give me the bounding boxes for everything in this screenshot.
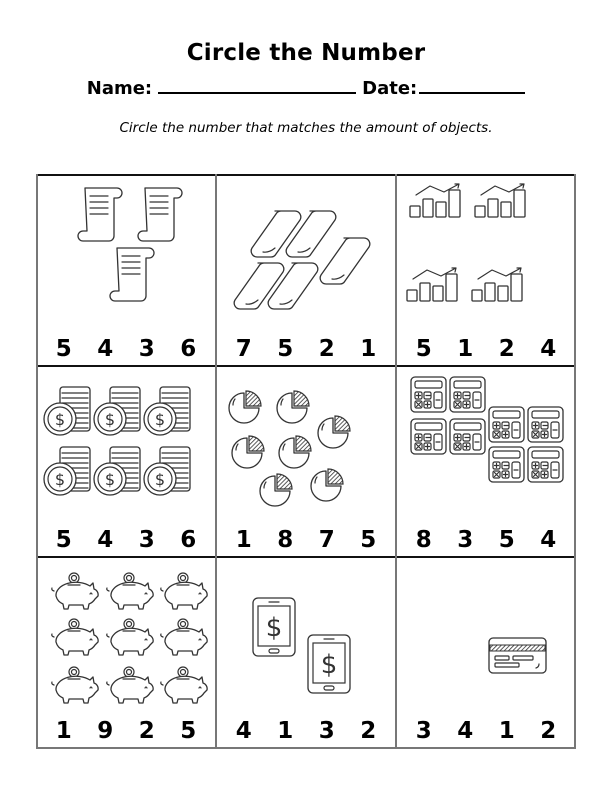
number-choice[interactable]: 1 xyxy=(235,527,252,553)
number-choice[interactable]: 1 xyxy=(498,718,515,744)
number-choices xyxy=(37,527,215,553)
number-choice[interactable]: 5 xyxy=(360,527,377,553)
cell-credit-card xyxy=(397,558,575,748)
coin-stack-icon xyxy=(44,447,90,495)
pie-chart-icon xyxy=(260,474,292,506)
number-choices xyxy=(37,718,215,744)
number-choice[interactable]: 2 xyxy=(360,718,377,744)
name-date-row xyxy=(0,78,612,99)
coin-stack-icon xyxy=(144,447,190,495)
pie-chart-icon xyxy=(277,391,309,423)
number-choices xyxy=(37,336,215,362)
bar-chart-icon xyxy=(475,184,525,217)
pie-chart-icon xyxy=(311,469,343,501)
cell-calculators xyxy=(397,367,575,557)
number-choices xyxy=(217,718,395,744)
bar-chart-icon xyxy=(407,268,457,301)
phone-dollar-icon xyxy=(253,598,295,656)
number-choice[interactable]: 6 xyxy=(180,336,197,362)
date-field-line[interactable] xyxy=(419,78,525,94)
pie-chart-icon xyxy=(229,391,261,423)
number-choice[interactable]: 3 xyxy=(138,527,155,553)
number-choice[interactable]: 5 xyxy=(277,336,294,362)
number-choices xyxy=(397,527,575,553)
number-choice[interactable]: 2 xyxy=(498,336,515,362)
calculator-icon xyxy=(528,407,563,442)
paper-clip-icon xyxy=(286,211,336,257)
pie-chart-icon xyxy=(232,436,264,468)
coin-stack-icon xyxy=(94,387,140,435)
paper-clip-icon xyxy=(320,238,370,284)
credit-card-icon-group xyxy=(397,558,575,708)
piggy-bank-icon-group xyxy=(37,558,215,708)
number-choice[interactable]: 5 xyxy=(55,527,72,553)
number-choices xyxy=(397,336,575,362)
calculator-icon xyxy=(489,407,524,442)
cell-bar-charts xyxy=(397,176,575,366)
piggy-bank-icon xyxy=(52,667,98,703)
scroll-icon xyxy=(138,188,182,241)
piggy-bank-icon xyxy=(161,667,207,703)
pie-chart-icon xyxy=(318,416,350,448)
number-choice[interactable]: 4 xyxy=(97,336,114,362)
number-choice[interactable]: 7 xyxy=(318,527,335,553)
number-choice[interactable]: 5 xyxy=(55,336,72,362)
scroll-icon xyxy=(110,248,154,301)
coin-stack-icon xyxy=(94,447,140,495)
piggy-bank-icon xyxy=(52,573,98,609)
scroll-icon xyxy=(78,188,122,241)
calculator-icon xyxy=(528,447,563,482)
number-choice[interactable]: 3 xyxy=(415,718,432,744)
phone-dollar-icon xyxy=(308,635,350,693)
piggy-bank-icon xyxy=(52,619,98,655)
number-choice[interactable]: 1 xyxy=(277,718,294,744)
number-choice[interactable]: 2 xyxy=(540,718,557,744)
number-choice[interactable]: 9 xyxy=(97,718,114,744)
number-choice[interactable]: 4 xyxy=(235,718,252,744)
cell-pie-charts xyxy=(217,367,395,557)
number-choice[interactable]: 5 xyxy=(498,527,515,553)
coin-stack-icon xyxy=(44,387,90,435)
number-choice[interactable]: 2 xyxy=(318,336,335,362)
pie-chart-icon xyxy=(279,436,311,468)
number-choice[interactable]: 3 xyxy=(457,527,474,553)
worksheet-grid xyxy=(36,174,575,748)
piggy-bank-icon xyxy=(161,619,207,655)
bar-chart-icon-group xyxy=(397,176,575,326)
instructions: Circle the number that matches the amount of objects. xyxy=(119,120,493,136)
number-choice[interactable]: 4 xyxy=(457,718,474,744)
number-choice[interactable]: 6 xyxy=(180,527,197,553)
name-field-line[interactable] xyxy=(158,78,356,94)
calculator-icon xyxy=(411,419,446,454)
coin-stack-icon xyxy=(144,387,190,435)
cell-paper-clips xyxy=(217,176,395,366)
number-choice[interactable]: 4 xyxy=(540,336,557,362)
calculator-icon-group xyxy=(397,367,575,517)
cell-coin-stacks xyxy=(37,367,215,557)
calculator-icon xyxy=(411,377,446,412)
piggy-bank-icon xyxy=(161,573,207,609)
paper-clip-icon xyxy=(234,263,284,309)
number-choices xyxy=(217,336,395,362)
phone-icon-group: $ xyxy=(217,558,395,708)
cell-mobile-payment xyxy=(217,558,395,748)
number-choice[interactable]: 1 xyxy=(55,718,72,744)
name-label: Name: xyxy=(86,78,153,99)
pie-chart-icon-group xyxy=(217,367,395,517)
number-choice[interactable]: 3 xyxy=(138,336,155,362)
number-choice[interactable]: 7 xyxy=(235,336,252,362)
cell-scrolls xyxy=(37,176,215,366)
number-choice[interactable]: 1 xyxy=(457,336,474,362)
calculator-icon xyxy=(450,419,485,454)
date-label: Date: xyxy=(362,78,418,99)
scroll-icon-group xyxy=(37,176,215,326)
number-choice[interactable]: 5 xyxy=(415,336,432,362)
number-choice[interactable]: 8 xyxy=(415,527,432,553)
cell-piggy-banks xyxy=(37,558,215,748)
credit-card-icon xyxy=(489,638,546,673)
page-title: Circle the Number xyxy=(186,40,426,66)
piggy-bank-icon xyxy=(107,619,153,655)
number-choice[interactable]: 3 xyxy=(318,718,335,744)
paper-clip-icon-group xyxy=(217,176,395,326)
number-choice[interactable]: 8 xyxy=(277,527,294,553)
number-choice[interactable]: 4 xyxy=(97,527,114,553)
paper-clip-icon xyxy=(251,211,301,257)
calculator-icon xyxy=(489,447,524,482)
number-choice[interactable]: 1 xyxy=(360,336,377,362)
bar-chart-icon xyxy=(410,184,460,217)
piggy-bank-icon xyxy=(107,573,153,609)
piggy-bank-icon xyxy=(107,667,153,703)
coin-stack-icon-group: $ xyxy=(37,367,215,517)
number-choice[interactable]: 4 xyxy=(540,527,557,553)
number-choice[interactable]: 2 xyxy=(138,718,155,744)
number-choice[interactable]: 5 xyxy=(180,718,197,744)
number-choices xyxy=(217,527,395,553)
bar-chart-icon xyxy=(472,268,522,301)
calculator-icon xyxy=(450,377,485,412)
paper-clip-icon xyxy=(268,263,318,309)
number-choices xyxy=(397,718,575,744)
